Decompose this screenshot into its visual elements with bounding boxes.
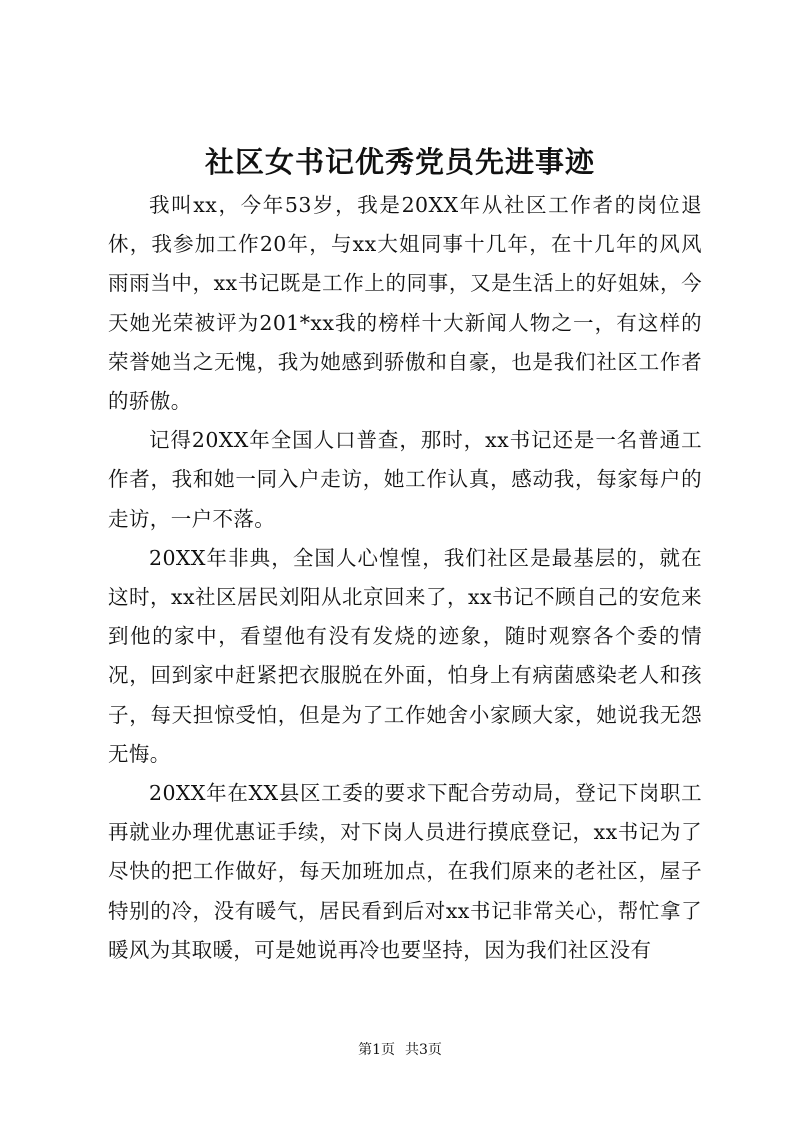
page-number: 第1页	[358, 1042, 395, 1058]
page-total: 共3页	[405, 1042, 442, 1058]
document-title: 社区女书记优秀党员先进事迹	[204, 145, 595, 179]
paragraph-4: 20XX年在XX县区工委的要求下配合劳动局，登记下岗职工再就业办理优惠证手续，对下岗人员进行摸底登记，xx书记为了尽快的把工作做好，每天加班加点，在我们原来的老社区，屋子特别的冷，没有暖气，居民看到后对xx书记非常关心，帮忙拿了暖风为其取暖，可是她说再冷也要坚持，因为我们社区没有	[108, 781, 702, 962]
paragraph-3: 20XX年非典，全国人心惶惶，我们社区是最基层的，就在这时，xx社区居民刘阳从北京回来了，xx书记不顾自己的安危来到他的家中，看望他有没有发烧的迹象，随时观察各个委的情况，回到家中赶紧把衣服脱在外面，怕身上有病菌感染老人和孩子，每天担惊受怕，但是为了工作她舍小家顾大家，她说我无怨无悔。	[108, 545, 702, 766]
paragraph-2: 记得20XX年全国人口普查，那时，xx书记还是一名普通工作者，我和她一同入户走访，她工作认真，感动我，每家每户的走访，一户不落。	[108, 428, 702, 531]
document-body	[108, 186, 702, 970]
paragraph-1: 我叫xx，今年53岁，我是20XX年从社区工作者的岗位退休，我参加工作20年，与xx大姐同事十几年，在十几年的风风雨雨当中，xx书记既是工作上的同事，又是生活上的好姐妹，今天她光荣被评为201*xx我的榜样十大新闻人物之一，有这样的荣誉她当之无愧，我为她感到骄傲和自豪，也是我们社区工作者的骄傲。	[108, 193, 702, 414]
page-footer	[0, 1040, 800, 1060]
